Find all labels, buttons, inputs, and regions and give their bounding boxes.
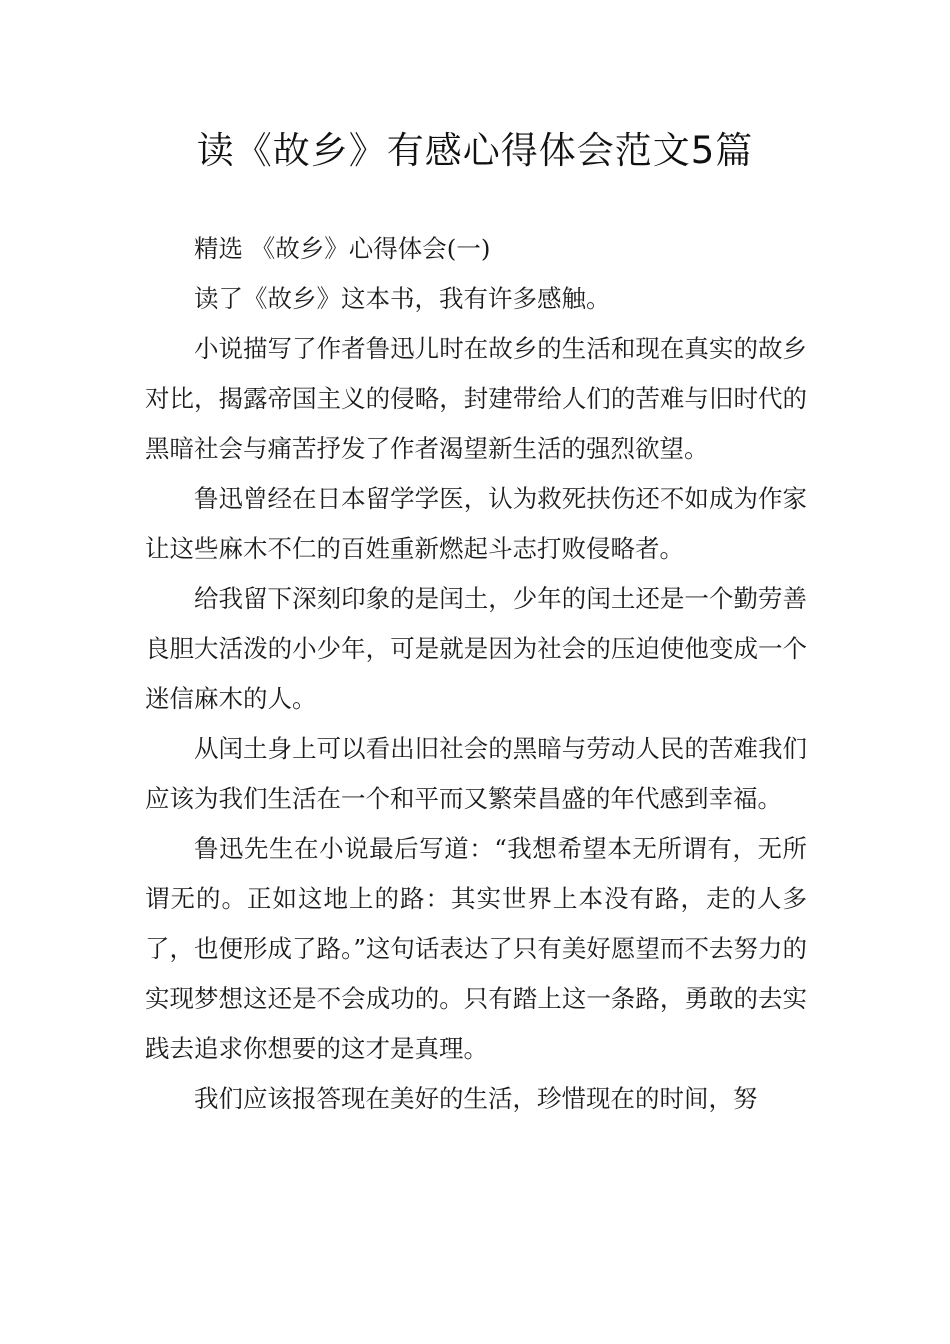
document-body (145, 224, 807, 1124)
paragraph: 从闰土身上可以看出旧社会的黑暗与劳动人民的苦难我们应该为我们生活在一个和平而又繁荣昌盛的年代感到幸福。 (145, 734, 807, 813)
paragraph: 读了《故乡》这本书，我有许多感触。 (194, 284, 611, 313)
paragraph: 鲁迅先生在小说最后写道：“我想希望本无所谓有，无所谓无的。正如这地上的路：其实世界上本没有路，走的人多了，也便形成了路。”这句话表达了只有美好愿望而不去努力的实现梦想这还是不会成功的。只有踏上这一条路，勇敢的去实践去追求你想要的这才是真理。 (145, 834, 807, 1063)
paragraph: 我们应该报答现在美好的生活，珍惜现在的时间，努 (194, 1084, 758, 1113)
paragraph: 给我留下深刻印象的是闰土，少年的闰土还是一个勤劳善良胆大活泼的小少年，可是就是因为社会的压迫使他变成一个迷信麻木的人。 (145, 584, 807, 713)
document-title: 读《故乡》有感心得体会范文5篇 (196, 129, 754, 172)
paragraph: 小说描写了作者鲁迅儿时在故乡的生活和现在真实的故乡对比，揭露帝国主义的侵略，封建带给人们的苦难与旧时代的黑暗社会与痛苦抒发了作者渴望新生活的强烈欲望。 (145, 334, 807, 463)
paragraph-subtitle: 精选 《故乡》心得体会(一) (194, 234, 491, 263)
paragraph: 鲁迅曾经在日本留学学医，认为救死扶伤还不如成为作家让这些麻木不仁的百姓重新燃起斗志打败侵略者。 (145, 484, 807, 563)
